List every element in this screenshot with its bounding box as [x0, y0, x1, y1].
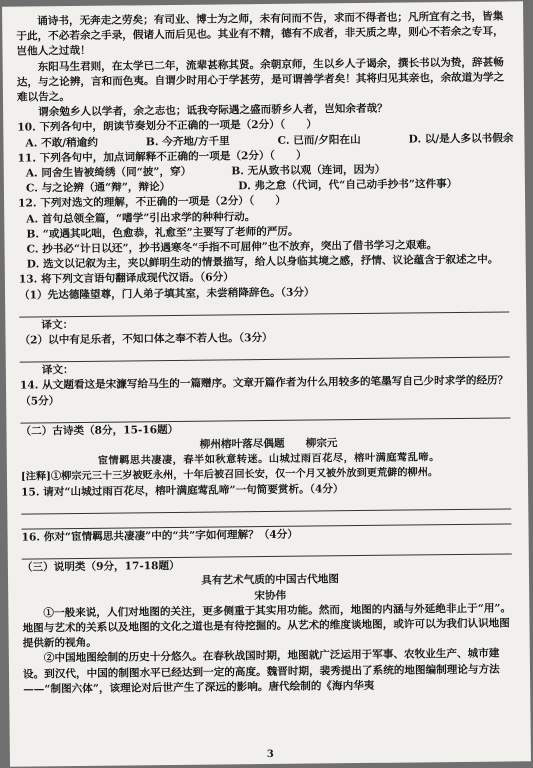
poem-body: 宦情羁思共凄凄，春半如秋意转迷。山城过雨百花尽，榕叶满庭莺乱啼。 [97, 451, 440, 468]
poem-note: [注释]①柳宗元三十三岁被贬永州，十年后被召回长安，仅一个月又被外放到更荒僻的柳州。 [20, 466, 439, 484]
article-paragraph-1: ①一般来说，人们对地图的关注，更多侧重于其实用功能。然而，地图的内涵与外延绝非止于“用”。地图与艺术的关系以及地图的文化之道也是有待挖掘的。从艺术的维度谈地图，或许可以为我们认识地图提供新的视角。 [22, 602, 512, 650]
article-paragraph-2: ②中国地图绘制的历史十分悠久。在春秋战国时期，地图就广泛运用于军事、农牧业生产、城市建设。到汉代，中国的制图水平已经达到一定的高度。魏晋时期，裴秀提出了系统的地图编制理论与方法——“制图六体”，该理论对后世产生了深远的影响。唐代绘制的《海内华夷 [22, 647, 500, 696]
q10-option-a: A. 不敢/稍逾约 [25, 136, 98, 150]
question-14-stem: 14. 从文题看这是宋濂写给马生的一篇赠序。文章开篇作者为什么用较多的笔墨写自己少时求学的经历？（5分） [19, 374, 509, 408]
poem-title: 柳州榕叶落尽偶题 柳宗元 [199, 437, 338, 451]
article-title: 具有艺术气质的中国古代地图 [201, 573, 339, 587]
q13-item-2: （2）以中有足乐者，不知口体之奉不若人也。（3分） [19, 331, 273, 347]
q11-option-a: A. 同舍生皆被绮绣（同“披”，穿） [25, 165, 192, 180]
q10-option-c: C. 已而/夕阳在山 [277, 133, 361, 147]
section-3-heading: （三）说明类（9分，17-18题） [21, 560, 180, 574]
question-10-stem: 10. 下列各句中，朗读节奏划分不正确的一项是（2分）（ ） [17, 118, 317, 135]
q10-option-d: D. 以/是人多以书假余 [408, 132, 514, 146]
question-12-stem: 12. 下列对选文的理解，不正确的一项是（2分）（ ） [18, 195, 287, 211]
q12-option-a: A. 首句总领全篇，“嗜学”引出求学的种种行动。 [26, 210, 256, 226]
q13-translation-label-1: 译文： [41, 318, 74, 332]
question-15-stem: 15. 请对“山城过雨百花尽，榕叶满庭莺乱啼”一句简要赏析。（4分） [21, 482, 344, 499]
article-author: 宋协伟 [254, 589, 287, 602]
q10-option-b: B. 今齐地/方千里 [145, 134, 230, 148]
q13-translation-label-2: 译文： [41, 364, 74, 377]
q11-option-c: C. 与之论辨（通“辩”，辩论） [25, 181, 171, 195]
q13-item-1: （1）先达德隆望尊，门人弟子填其室，未尝稍降辞色。（3分） [18, 286, 315, 302]
q12-option-c-rest: “手指不可屈伸”也不放弃，突出了借书学习之艰难。 [192, 239, 438, 254]
page-content [16, 9, 519, 697]
passage-paragraph-1: 诵诗书，无奔走之劳矣；有司业、博士为之师，未有问而不告，求而不得者也；凡所宜有之书，皆集于此，不必若余之手录，假诸人而后见也。其业有不精，德有不成者，非天质之卑，则心不若余之专耳，岂他人之过哉！ [16, 10, 504, 59]
passage-paragraph-3: 谓余勉乡人以学者，余之志也；诋我夸际遇之盛而骄乡人者，岂知余者哉？ [38, 102, 388, 119]
exam-page [2, 1, 531, 766]
question-16-stem: 16. 你对“宦情羁思共凄凄”中的“共”字如何理解？（4分） [21, 528, 298, 544]
passage-paragraph-2: 东阳马生君则，在太学已二年，流辈甚称其贤。余朝京师，生以乡人子谒余，撰长书以为贽，辞甚畅达，与之论辨，言和而色夷。自谓少时用心于学甚劳，是可谓善学者矣！其将归见其亲也，余故道为学之难以告之。 [16, 56, 505, 104]
page-number: 3 [266, 748, 274, 761]
q12-option-d: D. 选文以记叙为主，夹以鲜明生动的情景描写，给人以身临其境之感，抒情、议论蕴含于叙述之中。 [26, 253, 499, 271]
question-11-stem: 11. 下列各句中，加点词解释不正确的一项是（2分）（ ） [17, 149, 307, 165]
question-13-stem: 13. 将下列文言语句翻译成现代汉语。（6分） [18, 271, 234, 287]
q11-option-b: B. 无从致书以观（连词，因为） [231, 163, 386, 178]
section-2-heading: （二）古诗类（8分，15-16题） [20, 423, 179, 438]
q11-option-d: D. 弗之怠（代词，代“自己动手抄书”这件事） [238, 178, 458, 193]
q12-option-c-prefix: C. 抄书必“计日以还”，抄书遇寒冬 [26, 241, 193, 256]
q12-option-b: B. “或遇其叱咄，色愈恭，礼愈至”主要写了老师的严厉。 [26, 225, 299, 241]
